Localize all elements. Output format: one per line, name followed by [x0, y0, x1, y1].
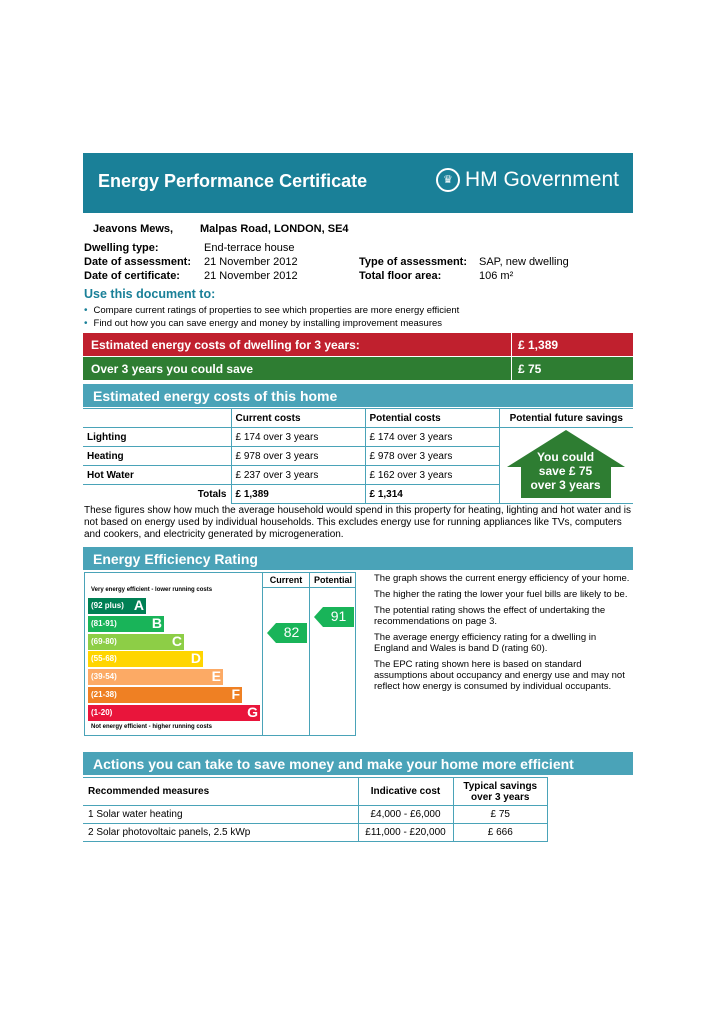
rating-top-caption: Very energy efficient - lower running costs: [91, 587, 213, 593]
potential-rating-value: 91: [330, 608, 347, 624]
rating-band-c: [88, 634, 184, 650]
cost-row-current: £ 978 over 3 years: [231, 447, 365, 466]
actions-table: [83, 777, 548, 842]
rating-band-b: [88, 616, 164, 632]
use-item: • Compare current ratings of properties to see which properties are more energy efficient: [84, 305, 459, 316]
rating-band-letter: C: [171, 632, 182, 649]
logo-text: HM Government: [464, 168, 619, 191]
rating-band-letter: F: [231, 686, 240, 702]
dwelling-type-value: End-terrace house: [204, 242, 295, 254]
floor-area-label: Total floor area:: [359, 270, 442, 282]
cost-summary-label: Estimated energy costs of dwelling for 3 years:: [91, 337, 360, 352]
rating-explain-text: The higher the rating the lower your fuel bills are likely to be.: [374, 589, 628, 600]
date-certificate-label: Date of certificate:: [84, 270, 180, 282]
actions-header-measures: Recommended measures: [83, 778, 358, 806]
table-row: [83, 428, 633, 447]
floor-area-value: 106 m²: [479, 270, 514, 282]
potential-column-header: Potential: [313, 575, 352, 585]
actions-header-savings-line: Typical savings: [463, 780, 538, 792]
cost-summary-value: £ 1,389: [518, 337, 559, 352]
savings-arrow-text: [507, 450, 625, 492]
column-header-divider: [262, 587, 356, 588]
actions-header-savings-line: over 3 years: [471, 791, 530, 803]
rating-band-letter: B: [151, 614, 162, 631]
costs-section-title: Estimated energy costs of this home: [83, 384, 633, 407]
action-cost: £11,000 - £20,000: [358, 824, 453, 842]
cost-row-label: Lighting: [83, 428, 231, 447]
cost-row-potential: £ 174 over 3 years: [365, 428, 499, 447]
rating-band-e: [88, 669, 223, 685]
save-summary-bar: [83, 357, 511, 380]
crest-icon: ♛: [436, 168, 460, 192]
page-title: Energy Performance Certificate: [98, 171, 368, 191]
date-assessment-value: 21 November 2012: [204, 256, 298, 268]
rating-explain-text: The EPC rating shown here is based on standard assumptions about occupancy and energy use and may not reflect how energy is consumed by individual occupants.: [374, 659, 625, 692]
current-column: [262, 573, 310, 736]
rating-band-d: [88, 651, 203, 667]
cost-row-current: £ 174 over 3 years: [231, 428, 365, 447]
rating-section-title: Energy Efficiency Rating: [83, 547, 633, 570]
rating-band-letter: D: [190, 650, 201, 667]
header-banner: [83, 153, 633, 213]
address-line1: Jeavons Mews,: [93, 223, 174, 235]
rating-band-a: [88, 598, 146, 614]
cost-summary-value-box: [512, 333, 633, 356]
rating-band-range: (39-54): [91, 672, 117, 682]
rating-explain-text: The graph shows the current energy efficiency of your home.: [374, 573, 630, 584]
costs-note: These figures show how much the average household would spend in this property for heating, lighting and hot water and is not based on energy used by individual households. This excludes energy use for running appliances like TVs, computers and cookers, and electricity generated by microgeneration.: [84, 505, 632, 540]
rating-chart: [84, 572, 356, 736]
rating-band-range: (21-38): [91, 690, 117, 699]
cost-row-current: £ 237 over 3 years: [231, 466, 365, 485]
rating-band-range: (81-91): [91, 618, 117, 628]
rating-bottom-caption: Not energy efficient - higher running costs: [91, 724, 213, 730]
current-column-header: Current: [269, 575, 303, 585]
action-savings: £ 666: [453, 824, 548, 842]
rating-band-range: (55-68): [91, 654, 117, 664]
costs-header-current: Current costs: [231, 409, 365, 428]
costs-table: [83, 408, 633, 504]
rating-band-letter: E: [211, 668, 221, 685]
action-measure: 2 Solar photovoltaic panels, 2.5 kWp: [83, 824, 358, 842]
hm-government-logo: [436, 168, 619, 192]
action-measure: 1 Solar water heating: [83, 806, 358, 824]
rating-explain-text: The potential rating shows the effect of undertaking the recommendations on page 3.: [374, 605, 606, 627]
savings-arrow-line: save £ 75: [538, 464, 593, 478]
rating-band-range: (92 plus): [91, 601, 124, 610]
current-rating-value: 82: [283, 624, 300, 640]
action-cost: £4,000 - £6,000: [358, 806, 453, 824]
rating-band-letter: A: [133, 597, 144, 613]
cost-summary-bar: [83, 333, 511, 356]
actions-header-cost: Indicative cost: [358, 778, 453, 806]
totals-label: Totals: [83, 485, 231, 504]
use-document-title: Use this document to:: [84, 287, 216, 301]
costs-header-potential: Potential costs: [365, 409, 499, 428]
savings-arrow-cell: [499, 428, 633, 504]
rating-explanation: [374, 573, 632, 697]
totals-potential: £ 1,314: [365, 485, 499, 504]
type-assessment-value: SAP, new dwelling: [479, 256, 569, 268]
save-summary-label: Over 3 years you could save: [91, 361, 254, 376]
type-assessment-label: Type of assessment:: [359, 256, 468, 268]
cost-row-potential: £ 978 over 3 years: [365, 447, 499, 466]
date-certificate-value: 21 November 2012: [204, 270, 298, 282]
rating-band-g: [88, 705, 260, 721]
actions-header-savings: [453, 778, 548, 806]
table-row: [83, 806, 548, 824]
rating-band-f: [88, 687, 242, 703]
cost-row-potential: £ 162 over 3 years: [365, 466, 499, 485]
date-assessment-label: Date of assessment:: [84, 256, 191, 268]
rating-explain-text: The average energy efficiency rating for a dwelling in England and Wales is band D (rating 60).: [374, 632, 597, 654]
totals-current: £ 1,389: [231, 485, 365, 504]
use-item: • Find out how you can save energy and money by installing improvement measures: [84, 318, 459, 329]
costs-header-savings: Potential future savings: [499, 409, 633, 428]
cost-row-label: Heating: [83, 447, 231, 466]
actions-section-title: Actions you can take to save money and make your home more efficient: [83, 752, 633, 775]
save-summary-value: £ 75: [518, 361, 542, 376]
rating-band-letter: G: [247, 703, 258, 720]
action-savings: £ 75: [453, 806, 548, 824]
use-document-list: [84, 305, 459, 331]
cost-row-label: Hot Water: [83, 466, 231, 485]
rating-band-range: (1-20): [91, 707, 113, 717]
rating-band-range: (69-80): [91, 636, 117, 646]
savings-arrow-line: You could: [536, 450, 595, 464]
savings-arrow-line: over 3 years: [530, 478, 601, 492]
save-summary-value-box: [512, 357, 633, 380]
costs-header-blank: [83, 409, 231, 428]
table-row: [83, 824, 548, 842]
dwelling-type-label: Dwelling type:: [84, 242, 159, 254]
address-line2: Malpas Road, LONDON, SE4: [200, 223, 349, 235]
